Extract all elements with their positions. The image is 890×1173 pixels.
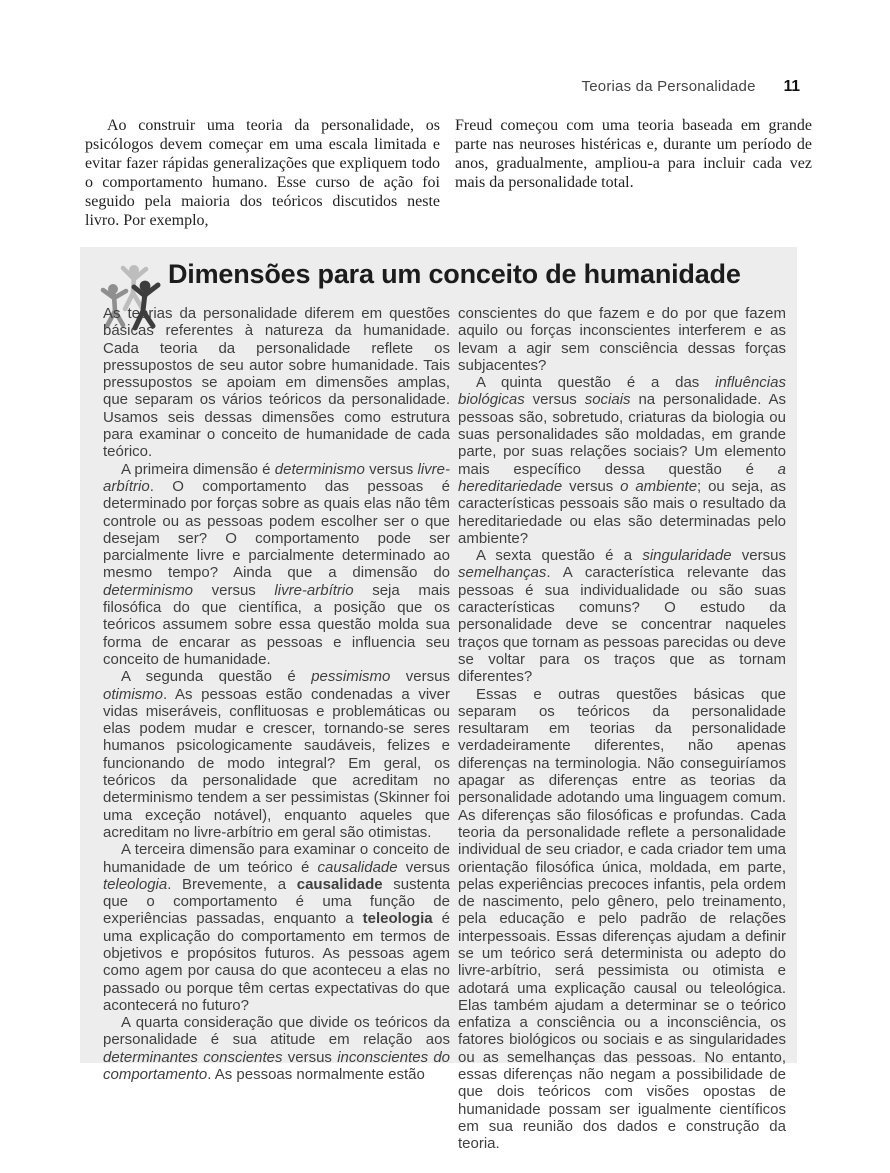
paragraph: A segunda questão é pessimismo versus otimismo. As pessoas estão condenadas a viver vidas miseráveis, conflituosas e problemáticas ou elas podem mudar e crescer, tornando-se seres humanos psicologicamente saudáveis, felizes e funcionando de modo integral? Em geral, os teóricos da personalidade que acreditam no determinismo tendem a ser pessimistas (Skinner foi uma exceção notável), enquanto aqueles que acreditam no livre-arbítrio em geral são otimistas.	[103, 668, 450, 841]
paragraph: Essas e outras questões básicas que separam os teóricos da personalidade resultaram em teorias da personalidade verdadeiramente diferentes, não apenas diferenças na terminologia. Não conseguiríamos apagar as diferenças entre as teorias da personalidade adotando uma linguagem comum. As diferenças são filosóficas e profundas. Cada teoria da personalidade reflete a personalidade individual de seu criador, e cada criador tem uma orientação filosófica única, moldada, em parte, pelas experiências precoces infantis, pela ordem de nascimento, pelo gênero, pelo treinamento, pela educação e pelo padrão de relações interpessoais. Essas diferenças ajudam a definir se um teórico será determinista ou adepto do livre-arbítrio, será pessimista ou otimista e adotará uma explicação causal ou teleológica. Elas também ajudam a determinar se o teórico enfatiza a consciência ou a inconsciência, os fatores biológicos ou sociais e as singularidades ou as semelhanças das pessoas. No entanto, essas diferenças não negam a possibilidade de que dois teóricos com visões opostas de humanidade possam ser igualmente científicos em sua reunião dos dados e construção da teoria.	[458, 685, 786, 1153]
running-title: Teorias da Personalidade	[581, 78, 756, 95]
intro-right-column	[455, 116, 812, 230]
feature-box	[80, 247, 797, 1153]
feature-box-right-column	[458, 305, 786, 1153]
intro-section	[85, 116, 812, 230]
paragraph: A primeira dimensão é determinismo versus livre-arbítrio. O comportamento das pessoas é determinado por forças sobre as quais elas não têm controle ou as pessoas podem escolher ser o que desejam ser? O comportamento pode ser parcialmente livre e parcialmente determinado ao mesmo tempo? Ainda que a dimensão do determinismo versus livre-arbítrio seja mais filosófica do que científica, a posição que os teóricos assumem sobre essa questão molda sua forma de encarar as pessoas e influencia seu conceito de humanidade.	[103, 460, 451, 668]
paragraph: As teorias da personalidade diferem em questões básicas referentes à natureza da humanidade. Cada teoria da personalidade reflete os pressupostos de seu autor sobre humanidade. Tais pressupostos se apoiam em dimensões amplas, que separam os vários teóricos da personalidade. Usamos seis dessas dimensões como estrutura para examinar o conceito de humanidade de cada teórico.	[103, 305, 450, 461]
paragraph: A quinta questão é a das influências biológicas versus sociais na personalidade. As pessoas são, sobretudo, criaturas da biologia ou suas personalidades são moldadas, em grande parte, por suas relações sociais? Um elemento mais específico dessa questão é a hereditariedade versus o ambiente; ou seja, as características pessoais são mais o resultado da hereditariedade ou elas são determinadas pelo ambiente?	[458, 374, 786, 547]
feature-box-columns	[103, 305, 786, 1153]
paragraph: A terceira dimensão para examinar o conceito de humanidade de um teórico é causalidade versus teleologia. Brevemente, a causalidade sustenta que o comportamento é uma função de experiências passadas, enquanto a teleologia é uma explicação do comportamento em termos de objetivos e propósitos futuros. As pessoas agem como agem por causa do que aconteceu a elas no passado ou porque têm certas expectativas do que acontecerá no futuro?	[103, 841, 451, 1014]
feature-box-left-column	[103, 305, 450, 1153]
running-header	[0, 78, 800, 96]
paragraph: A quarta consideração que divide os teóricos da personalidade é sua atitude em relação aos determinantes conscientes versus inconscientes do comportamento. As pessoas normalmente estão	[103, 1014, 450, 1084]
paragraph: conscientes do que fazem e do por que fazem aquilo ou forças inconscientes interferem e as levam a agir sem consciência dessas forças subjacentes?	[458, 305, 786, 374]
feature-box-title: Dimensões para um conceito de humanidade	[168, 259, 741, 289]
page-number: 11	[783, 78, 800, 95]
paragraph: Ao construir uma teoria da personalidade, os psicólogos devem começar em uma escala limitada e evitar fazer rápidas generalizações que expliquem todo o comportamento humano. Esse curso de ação foi seguido pela maioria dos teóricos discutidos neste livro. Por exemplo,	[85, 117, 440, 229]
intro-left-column	[85, 116, 440, 230]
paragraph: A sexta questão é a singularidade versus semelhanças. A característica relevante das pessoas é sua individualidade ou são suas características comuns? O estudo da personalidade deve se concentrar naqueles traços que tornam as pessoas parecidas ou deve se voltar para os traços que as tornam diferentes?	[458, 547, 786, 686]
paragraph: Freud começou com uma teoria baseada em grande parte nas neuroses histéricas e, durante um período de anos, gradualmente, ampliou-a para incluir cada vez mais da personalidade total.	[455, 117, 812, 191]
